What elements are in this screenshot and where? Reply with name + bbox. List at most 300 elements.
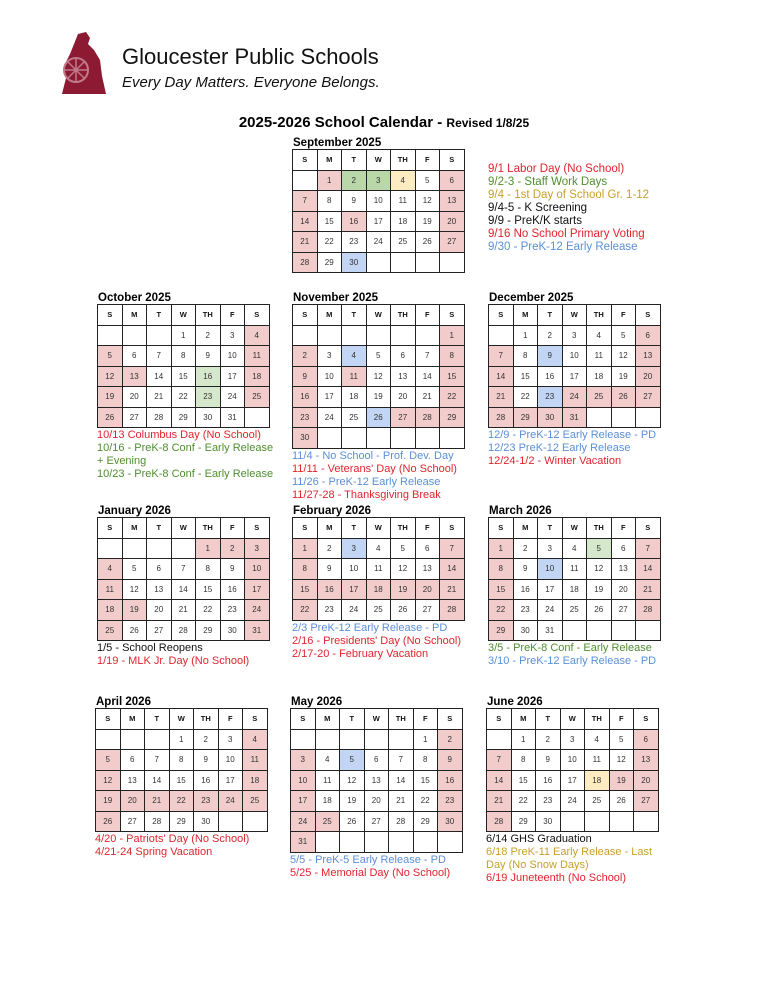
day-cell: 14 (489, 366, 514, 387)
day-cell: 31 (220, 407, 245, 428)
day-cell: 1 (169, 729, 194, 750)
day-cell: 12 (340, 770, 365, 791)
day-cell: 18 (315, 791, 340, 812)
day-cell: 16 (342, 211, 367, 232)
empty-cell (609, 811, 634, 832)
calendar-note: 3/10 - PreK-12 Early Release - PD (488, 655, 657, 667)
day-cell: 29 (169, 811, 194, 832)
weekday-header: TH (391, 305, 416, 326)
month-grid (486, 708, 659, 832)
day-cell: 5 (611, 325, 636, 346)
day-cell: 17 (560, 770, 585, 791)
calendar-note: 9/2-3 - Staff Work Days (488, 176, 608, 188)
day-cell: 7 (489, 346, 514, 367)
weekday-header: S (634, 709, 659, 730)
day-cell: 15 (169, 770, 194, 791)
day-cell: 8 (440, 346, 465, 367)
day-cell: 14 (440, 559, 465, 580)
empty-cell (611, 620, 636, 641)
day-cell: 18 (587, 366, 612, 387)
week-row (293, 387, 465, 408)
day-cell: 7 (293, 191, 318, 212)
day-cell: 29 (196, 620, 221, 641)
day-cell: 9 (194, 750, 219, 771)
day-cell: 28 (415, 407, 440, 428)
day-cell: 13 (415, 559, 440, 580)
day-cell: 29 (513, 407, 538, 428)
empty-cell (364, 729, 389, 750)
empty-cell (440, 428, 465, 449)
weekday-header: T (147, 518, 172, 539)
empty-cell (636, 407, 661, 428)
weekday-header: S (245, 305, 270, 326)
day-cell: 27 (391, 407, 416, 428)
weekday-header: T (536, 709, 561, 730)
day-cell: 20 (147, 600, 172, 621)
calendar-note: 4/21-24 Spring Vacation (95, 846, 213, 858)
day-cell: 18 (391, 211, 416, 232)
week-row (489, 600, 661, 621)
month-december-2025 (488, 292, 661, 468)
day-cell: 1 (513, 325, 538, 346)
week-row (98, 559, 270, 580)
month-february-2026 (292, 505, 465, 661)
day-cell: 14 (147, 366, 172, 387)
day-cell: 6 (440, 170, 465, 191)
weekday-header: T (342, 150, 367, 171)
day-cell: 21 (636, 579, 661, 600)
day-cell: 26 (415, 232, 440, 253)
day-cell: 12 (587, 559, 612, 580)
day-cell: 22 (513, 387, 538, 408)
day-cell: 21 (489, 387, 514, 408)
weekday-header: F (415, 150, 440, 171)
month-grid (292, 304, 465, 449)
empty-cell (145, 729, 170, 750)
day-cell: 1 (511, 729, 536, 750)
week-row (98, 538, 270, 559)
day-cell: 24 (562, 387, 587, 408)
week-row (98, 366, 270, 387)
calendar-note: 9/4-5 - K Screening (488, 202, 588, 214)
day-cell: 31 (562, 407, 587, 428)
calendar-note: 4/20 - Patriots' Day (No School) (95, 833, 250, 845)
weekday-header: TH (391, 150, 416, 171)
day-cell: 24 (218, 791, 243, 812)
day-cell: 13 (440, 191, 465, 212)
empty-cell (315, 832, 340, 853)
week-row (293, 191, 465, 212)
calendar-note: 9/1 Labor Day (No School) (488, 163, 625, 175)
month-march-2026 (488, 505, 661, 668)
weekday-header: S (98, 305, 123, 326)
day-cell: 5 (96, 750, 121, 771)
month-notes (486, 833, 671, 885)
day-cell: 4 (587, 325, 612, 346)
week-row (291, 832, 463, 853)
day-cell: 19 (587, 579, 612, 600)
day-cell: 8 (511, 750, 536, 771)
calendar-note: 11/11 - Veterans' Day (No School) (292, 462, 457, 475)
day-cell: 18 (98, 600, 123, 621)
day-cell: 22 (440, 387, 465, 408)
month-grid (290, 708, 463, 853)
month-notes (488, 429, 661, 468)
day-cell: 15 (489, 579, 514, 600)
month-notes (292, 450, 465, 502)
day-cell: 8 (169, 750, 194, 771)
day-cell: 23 (317, 600, 342, 621)
weekday-header: S (489, 305, 514, 326)
calendar-note: + Evening (97, 455, 147, 467)
month-notes (97, 429, 273, 481)
weekday-header: S (636, 518, 661, 539)
day-cell: 13 (122, 366, 147, 387)
day-cell: 31 (245, 620, 270, 641)
week-row (489, 538, 661, 559)
day-cell: 25 (562, 600, 587, 621)
weekday-header: T (147, 305, 172, 326)
weekday-header: W (169, 709, 194, 730)
day-cell: 23 (438, 791, 463, 812)
day-cell: 1 (196, 538, 221, 559)
day-cell: 9 (220, 559, 245, 580)
day-cell: 17 (245, 579, 270, 600)
day-cell: 19 (122, 600, 147, 621)
empty-cell (98, 538, 123, 559)
day-cell: 30 (220, 620, 245, 641)
day-cell: 18 (243, 770, 268, 791)
month-grid (292, 517, 465, 621)
day-cell: 19 (611, 366, 636, 387)
day-cell: 7 (440, 538, 465, 559)
week-row (293, 538, 465, 559)
month-november-2025 (292, 292, 465, 502)
week-row (291, 750, 463, 771)
weekday-header: S (487, 709, 512, 730)
day-cell: 2 (194, 729, 219, 750)
empty-cell (147, 325, 172, 346)
day-cell: 4 (245, 325, 270, 346)
day-cell: 11 (245, 346, 270, 367)
day-cell: 7 (415, 346, 440, 367)
week-row (293, 325, 465, 346)
month-title: January 2026 (98, 505, 171, 517)
empty-cell (218, 811, 243, 832)
weekday-header: S (98, 518, 123, 539)
weekday-header: M (122, 305, 147, 326)
weekday-header: W (366, 150, 391, 171)
day-cell: 17 (220, 366, 245, 387)
calendar-note: 9/16 No School Primary Voting (488, 228, 645, 240)
calendar-note: 1/5 - School Reopens (97, 642, 203, 654)
month-april-2026 (95, 696, 268, 859)
day-cell: 4 (366, 538, 391, 559)
day-cell: 6 (611, 538, 636, 559)
day-cell: 14 (415, 366, 440, 387)
week-row (98, 346, 270, 367)
day-cell: 21 (145, 791, 170, 812)
empty-cell (587, 620, 612, 641)
day-cell: 26 (366, 407, 391, 428)
day-cell: 23 (194, 791, 219, 812)
day-cell: 8 (317, 191, 342, 212)
empty-cell (291, 729, 316, 750)
day-cell: 1 (413, 729, 438, 750)
weekday-header: TH (587, 518, 612, 539)
empty-cell (487, 729, 512, 750)
day-cell: 5 (366, 346, 391, 367)
day-cell: 3 (245, 538, 270, 559)
week-row (489, 407, 661, 428)
day-cell: 24 (366, 232, 391, 253)
day-cell: 15 (171, 366, 196, 387)
day-cell: 4 (315, 750, 340, 771)
day-cell: 16 (536, 770, 561, 791)
day-cell: 15 (440, 366, 465, 387)
day-cell: 19 (609, 770, 634, 791)
day-cell: 10 (342, 559, 367, 580)
day-cell: 11 (98, 579, 123, 600)
weekday-header: TH (587, 305, 612, 326)
weekday-header: S (440, 305, 465, 326)
day-cell: 10 (220, 346, 245, 367)
day-cell: 15 (317, 211, 342, 232)
day-cell: 6 (634, 729, 659, 750)
day-cell: 21 (415, 387, 440, 408)
week-row (98, 325, 270, 346)
empty-cell (366, 325, 391, 346)
empty-cell (342, 325, 367, 346)
day-cell: 22 (293, 600, 318, 621)
day-cell: 18 (366, 579, 391, 600)
day-cell: 14 (145, 770, 170, 791)
day-cell: 16 (438, 770, 463, 791)
empty-cell (489, 325, 514, 346)
day-cell: 26 (587, 600, 612, 621)
empty-cell (634, 811, 659, 832)
day-cell: 14 (171, 579, 196, 600)
weekday-header: M (315, 709, 340, 730)
weekday-header: T (145, 709, 170, 730)
empty-cell (245, 407, 270, 428)
weekday-header: T (340, 709, 365, 730)
empty-cell (293, 325, 318, 346)
day-cell: 22 (171, 387, 196, 408)
day-cell: 24 (342, 600, 367, 621)
day-cell: 24 (317, 407, 342, 428)
day-cell: 7 (171, 559, 196, 580)
empty-cell (96, 729, 121, 750)
weekday-header: TH (196, 518, 221, 539)
weekday-header: F (218, 709, 243, 730)
month-notes (95, 833, 268, 859)
day-cell: 31 (291, 832, 316, 853)
day-cell: 11 (562, 559, 587, 580)
day-cell: 16 (196, 366, 221, 387)
day-cell: 9 (536, 750, 561, 771)
day-cell: 27 (364, 811, 389, 832)
empty-cell (391, 252, 416, 273)
week-row (293, 559, 465, 580)
day-cell: 27 (120, 811, 145, 832)
day-cell: 6 (636, 325, 661, 346)
day-cell: 15 (196, 579, 221, 600)
day-cell: 1 (293, 538, 318, 559)
day-cell: 28 (171, 620, 196, 641)
day-cell: 30 (536, 811, 561, 832)
day-cell: 15 (293, 579, 318, 600)
day-cell: 6 (391, 346, 416, 367)
empty-cell (364, 832, 389, 853)
day-cell: 2 (220, 538, 245, 559)
day-cell: 20 (120, 791, 145, 812)
weekday-header: F (220, 518, 245, 539)
day-cell: 14 (487, 770, 512, 791)
weekday-header: S (243, 709, 268, 730)
day-cell: 16 (293, 387, 318, 408)
calendar-note: 3/5 - PreK-8 Conf - Early Release (488, 642, 652, 654)
day-cell: 6 (364, 750, 389, 771)
fisherman-statue-logo-icon (60, 30, 108, 96)
week-row (98, 600, 270, 621)
calendar-note: 9/30 - PreK-12 Early Release (488, 241, 638, 253)
day-cell: 20 (634, 770, 659, 791)
empty-cell (413, 832, 438, 853)
day-cell: 25 (245, 387, 270, 408)
empty-cell (120, 729, 145, 750)
weekday-header: M (511, 709, 536, 730)
day-cell: 13 (364, 770, 389, 791)
empty-cell (585, 811, 610, 832)
month-title: June 2026 (487, 696, 543, 708)
day-cell: 26 (122, 620, 147, 641)
day-cell: 24 (291, 811, 316, 832)
empty-cell (340, 729, 365, 750)
day-cell: 5 (587, 538, 612, 559)
day-cell: 31 (538, 620, 563, 641)
week-row (489, 620, 661, 641)
day-cell: 30 (538, 407, 563, 428)
day-cell: 27 (122, 407, 147, 428)
day-cell: 8 (293, 559, 318, 580)
weekday-header: S (438, 709, 463, 730)
weekday-header: F (220, 305, 245, 326)
day-cell: 17 (562, 366, 587, 387)
day-cell: 3 (562, 325, 587, 346)
week-row (291, 811, 463, 832)
day-cell: 11 (366, 559, 391, 580)
day-cell: 27 (611, 600, 636, 621)
day-cell: 4 (243, 729, 268, 750)
weekday-header: S (293, 150, 318, 171)
day-cell: 11 (585, 750, 610, 771)
empty-cell (98, 325, 123, 346)
week-row (96, 750, 268, 771)
day-cell: 15 (513, 366, 538, 387)
month-may-2026 (290, 696, 463, 880)
month-title: October 2025 (98, 292, 171, 304)
weekday-header: W (562, 305, 587, 326)
month-grid (488, 517, 661, 641)
day-cell: 9 (293, 366, 318, 387)
weekday-header: S (489, 518, 514, 539)
week-row (293, 211, 465, 232)
month-grid (488, 304, 661, 428)
day-cell: 5 (415, 170, 440, 191)
day-cell: 30 (513, 620, 538, 641)
day-cell: 26 (98, 407, 123, 428)
day-cell: 20 (636, 366, 661, 387)
month-notes (292, 622, 465, 661)
day-cell: 16 (317, 579, 342, 600)
day-cell: 28 (636, 600, 661, 621)
empty-cell (340, 832, 365, 853)
day-cell: 20 (122, 387, 147, 408)
day-cell: 4 (342, 346, 367, 367)
month-title: May 2026 (291, 696, 343, 708)
day-cell: 26 (340, 811, 365, 832)
day-cell: 28 (487, 811, 512, 832)
month-grid (97, 517, 270, 641)
empty-cell (317, 428, 342, 449)
empty-cell (587, 407, 612, 428)
day-cell: 11 (391, 191, 416, 212)
weekday-header: W (364, 709, 389, 730)
calendar-note: 6/14 GHS Graduation (486, 833, 592, 845)
day-cell: 26 (611, 387, 636, 408)
weekday-header: F (609, 709, 634, 730)
day-cell: 19 (98, 387, 123, 408)
empty-cell (122, 538, 147, 559)
month-september-2025 (292, 137, 465, 273)
day-cell: 20 (364, 791, 389, 812)
day-cell: 25 (587, 387, 612, 408)
weekday-header: M (120, 709, 145, 730)
day-cell: 29 (489, 620, 514, 641)
weekday-header: T (538, 305, 563, 326)
day-cell: 1 (317, 170, 342, 191)
weekday-header: F (611, 305, 636, 326)
empty-cell (391, 428, 416, 449)
calendar-note: 2/17-20 - February Vacation (292, 647, 429, 660)
day-cell: 25 (391, 232, 416, 253)
weekday-header: F (415, 518, 440, 539)
day-cell: 17 (317, 387, 342, 408)
weekday-header: T (538, 518, 563, 539)
day-cell: 2 (317, 538, 342, 559)
day-cell: 16 (513, 579, 538, 600)
weekday-header: W (171, 305, 196, 326)
month-title: April 2026 (96, 696, 151, 708)
day-cell: 19 (96, 791, 121, 812)
day-cell: 28 (293, 252, 318, 273)
empty-cell (315, 729, 340, 750)
day-cell: 26 (609, 791, 634, 812)
day-cell: 2 (438, 729, 463, 750)
day-cell: 6 (147, 559, 172, 580)
day-cell: 29 (171, 407, 196, 428)
day-cell: 15 (511, 770, 536, 791)
month-notes (488, 163, 649, 254)
day-cell: 8 (196, 559, 221, 580)
calendar-note: 9/9 - PreK/K starts (488, 215, 582, 227)
day-cell: 5 (122, 559, 147, 580)
empty-cell (366, 252, 391, 273)
day-cell: 25 (315, 811, 340, 832)
weekday-header: S (291, 709, 316, 730)
calendar-note: 6/19 Juneteenth (No School) (486, 872, 627, 884)
